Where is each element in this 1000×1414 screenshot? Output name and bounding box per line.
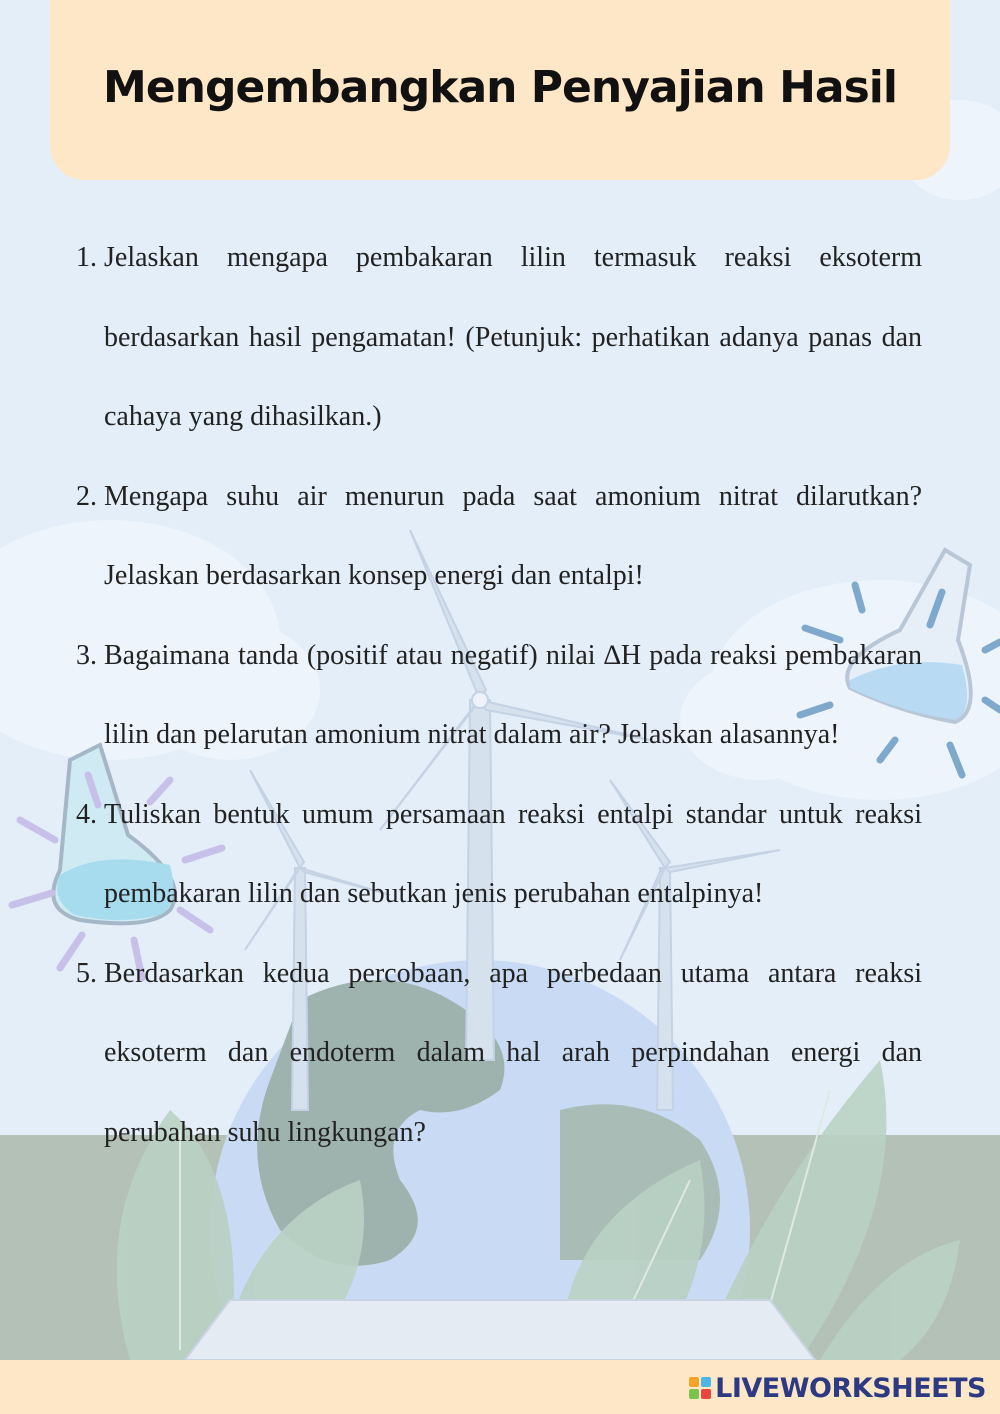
question-item — [76, 616, 922, 775]
question-item — [76, 218, 922, 457]
brand-name: LIVEWORKSHEETS — [715, 1372, 986, 1404]
question-list — [76, 218, 922, 1172]
question-number: 5. — [76, 957, 97, 989]
question-text: Berdasarkan kedua percobaan, apa perbedaan utama antara reaksi eksoterm dan endoterm dalam hal arah perpindahan energi dan perubahan suhu lingkungan? — [104, 957, 922, 1148]
question-item — [76, 457, 922, 616]
logo-square — [689, 1377, 699, 1387]
logo-square — [701, 1377, 711, 1387]
question-number: 1. — [76, 242, 97, 273]
page-title: Mengembangkan Penyajian Hasil — [103, 62, 897, 113]
liveworksheets-logo-icon — [689, 1377, 711, 1399]
question-number: 2. — [76, 480, 97, 512]
question-text: Mengapa suhu air menurun pada saat amonium nitrat dilarutkan? Jelaskan berdasarkan konsep energi dan entalpi! — [104, 480, 922, 591]
logo-square — [701, 1389, 711, 1399]
logo-square — [689, 1389, 699, 1399]
question-number: 4. — [76, 798, 97, 830]
question-text: Jelaskan mengapa pembakaran lilin termasuk reaksi eksoterm berdasarkan hasil pengamatan! (Petunjuk: perhatikan adanya panas dan cahaya yang dihasilkan.) — [104, 242, 922, 432]
question-number: 3. — [76, 639, 97, 671]
question-text: Tuliskan bentuk umum persamaan reaksi entalpi standar untuk reaksi pembakaran lilin dan sebutkan jenis perubahan entalpinya! — [104, 798, 922, 909]
question-text: Bagaimana tanda (positif atau negatif) nilai ∆H pada reaksi pembakaran lilin dan pelarutan amonium nitrat dalam air? Jelaskan alasannya! — [104, 639, 922, 750]
liveworksheets-brand[interactable] — [689, 1372, 986, 1404]
question-item — [76, 934, 922, 1173]
platform-shape — [185, 1300, 815, 1360]
question-item — [76, 775, 922, 934]
